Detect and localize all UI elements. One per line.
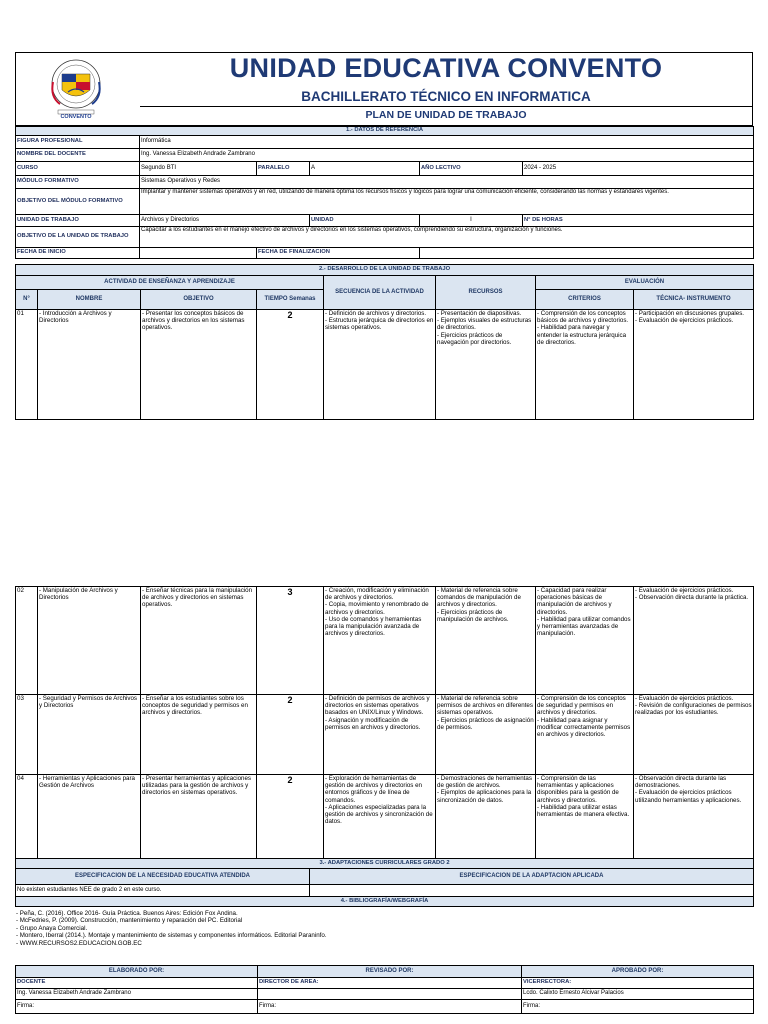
row-number: 02 — [16, 587, 38, 695]
vice-role: VICERRECTORA: — [522, 978, 754, 989]
evaluacion-header: EVALUACIÓN — [536, 276, 754, 290]
row-number: 04 — [16, 775, 38, 859]
modulo-value: Sistemas Operativos y Redes — [140, 176, 754, 189]
development-table-part2 — [15, 586, 754, 859]
plan-title: PLAN DE UNIDAD DE TRABAJO — [365, 109, 527, 121]
row-number: 01 — [16, 310, 38, 420]
row-nombre: - Manipulación de Archivos y Directorios — [38, 587, 141, 695]
development-section-title: 2.- DESARROLLO DE LA UNIDAD DE TRABAJO — [16, 265, 754, 276]
inicio-label: FECHA DE INICIO — [16, 248, 140, 259]
director-role: DIRECTOR DE AREA: — [258, 978, 522, 989]
row-criterios: - Comprensión de los conceptos básicos de archivos y directorios. - Habilidad para navegar y entender la estructura jerárquica de directorios. — [536, 310, 634, 420]
fin-value — [420, 248, 754, 259]
row-nombre: - Herramientas y Aplicaciones para Gestión de Archivos — [38, 775, 141, 859]
fin-label: FECHA DE FINALIZACION — [257, 248, 420, 259]
anio-label: AÑO LECTIVO — [420, 162, 523, 176]
col-criterios: CRITERIOS — [536, 290, 634, 310]
row-criterios: - Comprensión de las herramientas y aplicaciones disponibles para la gestión de archivos y directorios. - Habilidad para utilizar estas herramientas de manera efectiva. — [536, 775, 634, 859]
obj-modulo-value: Implantar y mantener sistemas operativos y en red, utilizando de manera óptima los recursos físicos y lógicos para lograr una comunicación eficiente, considerando las normas y estándares vigentes. — [140, 189, 754, 215]
obj-modulo-label: OBJETIVO DEL MÓDULO FORMATIVO — [16, 189, 140, 215]
unidad-value: I — [420, 215, 523, 227]
obj-unidad-label: OBJETIVO DE LA UNIDAD DE TRABAJO — [16, 227, 140, 248]
bibliography-list: - Peña, C. (2016). Office 2016- Guía Práctica. Buenos Aires: Edición Fox Andina. - McFedries, P. (2009). Construcción, mantenimiento y reparación del PC. Editorial - Grupo Anaya Comercial. - Montero, Iberral (2014.). Montaje y mantenimiento de sistemas y componentes informáticos. Editorial Paraninfo. - WWW.RECURSOS2.EDUCACION.GOB.EC — [16, 910, 327, 947]
curso-label: CURSO — [16, 162, 140, 176]
col-objetivo: OBJETIVO — [141, 290, 257, 310]
docente-value: Ing. Vanessa Elizabeth Andrade Zambrano — [140, 149, 754, 162]
logo-caption: CONVENTO — [60, 114, 92, 120]
row-objetivo: - Enseñar técnicas para la manipulación de archivos y directorios en sistemas operativos. — [141, 587, 257, 695]
vice-name: Lcdo. Calixto Ernesto Alcivar Palacios — [522, 989, 754, 1000]
row-secuencia: - Exploración de herramientas de gestión de archivos y directorios en entornos gráficos y de línea de comandos. - Aplicaciones especializadas para la gestión de archivos y sincronización de datos. — [324, 775, 436, 859]
figura-label: FIGURA PROFESIONAL — [16, 136, 140, 149]
unidad-label: UNIDAD — [310, 215, 420, 227]
row-tiempo: 3 — [257, 587, 324, 695]
modulo-label: MÓDULO FORMATIVO — [16, 176, 140, 189]
table-row — [16, 310, 754, 420]
row-objetivo: - Presentar herramientas y aplicaciones utilizadas para la gestión de archivos y directorios en sistemas operativos. — [141, 775, 257, 859]
row-recursos: - Material de referencia sobre comandos de manipulación de archivos y directorios. - Ejercicios prácticos de manipulación de archivos. — [436, 587, 536, 695]
paralelo-value: A — [310, 162, 420, 176]
program-title: BACHILLERATO TÉCNICO EN INFORMATICA — [301, 89, 591, 104]
row-recursos: - Demostraciones de herramientas de gestión de archivos. - Ejemplos de aplicaciones para la sincronización de datos. — [436, 775, 536, 859]
adaptations-section-title: 3.- ADAPTACIONES CURRICULARES GRADO 2 — [16, 859, 754, 869]
reference-section-title: 1.- DATOS DE REFERENCIA — [16, 127, 754, 136]
necesidad-header: ESPECIFICACION DE LA NECESIDAD EDUCATIVA ATENDIDA — [16, 869, 310, 885]
row-nombre: - Introducción a Archivos y Directorios — [38, 310, 141, 420]
inicio-value — [140, 248, 257, 259]
bibliography-section-title: 4.- BIBLIOGRAFÍA/WEBGRAFÍA — [16, 897, 754, 907]
docente-role: DOCENTE — [16, 978, 258, 989]
row-tecnica: - Participación en discusiones grupales. - Evaluación de ejercicios prácticos. — [634, 310, 754, 420]
row-secuencia: - Creación, modificación y eliminación de archivos y directorios. - Copia, movimiento y renombrado de archivos y directorios. - Uso de comandos y herramientas para la manipulación avanzada de archivos y directorios. — [324, 587, 436, 695]
row-tecnica: - Evaluación de ejercicios prácticos. - Observación directa durante la práctica. — [634, 587, 754, 695]
col-secuencia: SECUENCIA DE LA ACTIVIDAD — [324, 276, 436, 310]
director-name — [258, 989, 522, 1000]
col-nombre: NOMBRE — [38, 290, 141, 310]
row-criterios: - Comprensión de los conceptos de seguridad y permisos en archivos y directorios. - Habilidad para asignar y modificar correctamente permisos en archivos y directorios. — [536, 695, 634, 775]
row-recursos: - Material de referencia sobre permisos de archivos en diferentes sistemas operativos. - Ejercicios prácticos de asignación de permisos. — [436, 695, 536, 775]
school-title: UNIDAD EDUCATIVA CONVENTO — [229, 53, 663, 83]
adaptacion-value — [310, 885, 754, 897]
row-objetivo: - Enseñar a los estudiantes sobre los conceptos de seguridad y permisos en archivos y directorios. — [141, 695, 257, 775]
signatures-table — [15, 965, 754, 1014]
docente-label: NOMBRE DEL DOCENTE — [16, 149, 140, 162]
unidad-trabajo-label: UNIDAD DE TRABAJO — [16, 215, 140, 227]
col-n: N° — [16, 290, 38, 310]
table-row — [16, 695, 754, 775]
curso-value: Segundo BTI — [140, 162, 257, 176]
director-firma: Firma: — [258, 1000, 522, 1014]
row-recursos: - Presentación de diapositivas. - Ejemplos visuales de estructuras de directorios. - Ejercicios prácticos de navegación por directorios. — [436, 310, 536, 420]
horas-label: N° DE HORAS — [523, 215, 754, 227]
obj-unidad-value: Capacitar a los estudiantes en el manejo efectivo de archivos y directorios en los sistemas operativos, comprendiendo su estructura, organización y funciones. — [140, 227, 754, 248]
vice-firma: Firma: — [522, 1000, 754, 1014]
row-number: 03 — [16, 695, 38, 775]
table-row — [16, 587, 754, 695]
unidad-trabajo-value: Archivos y Directorios — [140, 215, 310, 227]
row-tecnica: - Observación directa durante las demostraciones. - Evaluación de ejercicios prácticos utilizando herramientas y aplicaciones. — [634, 775, 754, 859]
row-criterios: - Capacidad para realizar operaciones básicas de manipulación de archivos y directorios. - Habilidad para utilizar comandos y herramientas avanzadas de manipulación. — [536, 587, 634, 695]
adaptacion-header: ESPECIFICACION DE LA ADAPTACION APLICADA — [310, 869, 754, 885]
row-nombre: - Seguridad y Permisos de Archivos y Directorios — [38, 695, 141, 775]
title-divider — [140, 106, 753, 107]
adaptations-table — [15, 858, 754, 907]
anio-value: 2024 - 2025 — [523, 162, 754, 176]
revisado-header: REVISADO POR: — [258, 966, 522, 978]
paralelo-label: PARALELO — [257, 162, 310, 176]
row-tecnica: - Evaluación de ejercicios prácticos. - Revisión de configuraciones de permisos realizadas por los estudiantes. — [634, 695, 754, 775]
col-recursos: RECURSOS — [436, 276, 536, 310]
docente-firma: Firma: — [16, 1000, 258, 1014]
col-tiempo: TIEMPO Semanas — [257, 290, 324, 310]
row-tiempo: 2 — [257, 310, 324, 420]
row-tiempo: 2 — [257, 775, 324, 859]
actividad-header: ACTIVIDAD DE ENSEÑANZA Y APRENDIZAJE — [16, 276, 324, 290]
elaborado-header: ELABORADO POR: — [16, 966, 258, 978]
row-secuencia: - Definición de permisos de archivos y directorios en sistemas operativos basados en UNIX/Linux y Windows. - Asignación y modificación de permisos en archivos y directorios. — [324, 695, 436, 775]
row-objetivo: - Presentar los conceptos básicos de archivos y directorios en los sistemas operativos. — [141, 310, 257, 420]
necesidad-value: No existen estudiantes NEE de grado 2 en este curso. — [16, 885, 310, 897]
development-table-part1 — [15, 264, 754, 420]
docente-name: Ing. Vanessa Elizabeth Andrade Zambrano — [16, 989, 258, 1000]
aprobado-header: APROBADO POR: — [522, 966, 754, 978]
table-row — [16, 775, 754, 859]
col-tecnica: TÉCNICA- INSTRUMENTO — [634, 290, 754, 310]
row-tiempo: 2 — [257, 695, 324, 775]
row-secuencia: - Definición de archivos y directorios. - Estructura jerárquica de directorios en sistemas operativos. — [324, 310, 436, 420]
reference-table — [15, 126, 754, 259]
figura-value: Informática — [140, 136, 754, 149]
